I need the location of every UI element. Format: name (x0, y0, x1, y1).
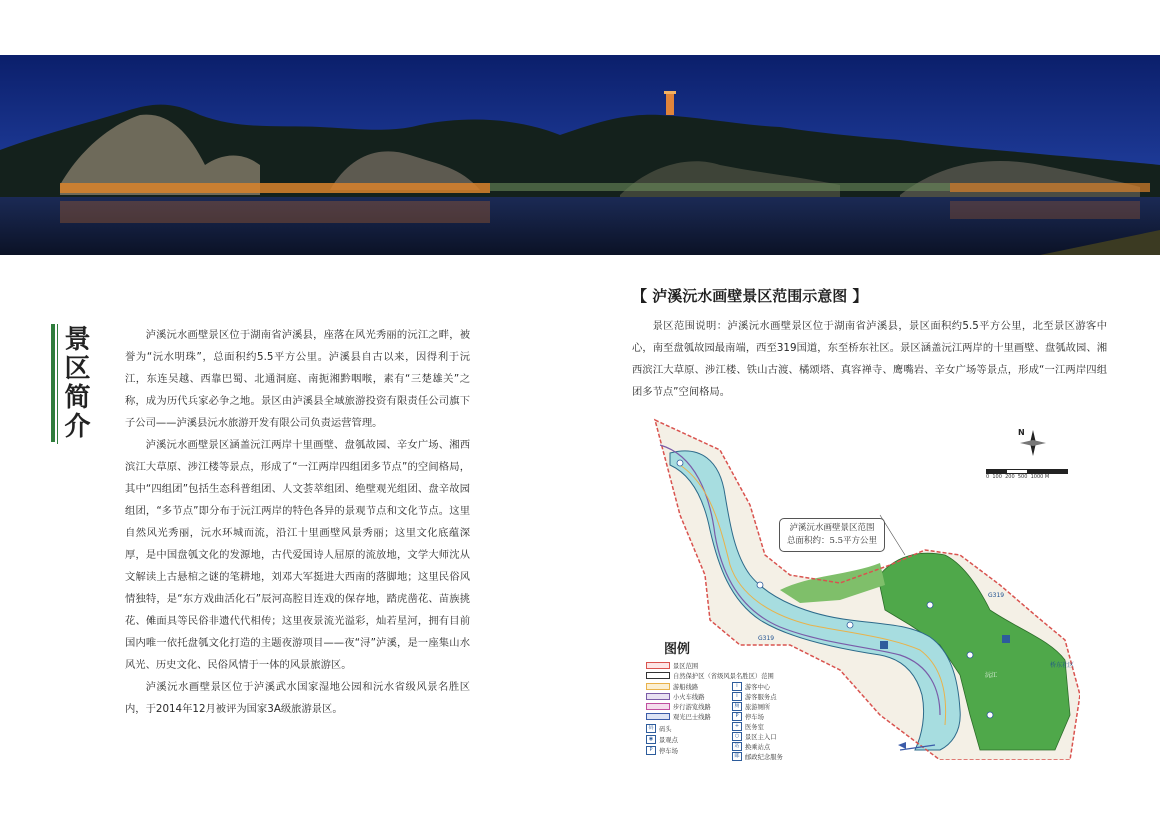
legend-label: 换乘站点 (745, 744, 771, 751)
legend-item (732, 682, 770, 691)
legend-label: 停车场 (745, 714, 764, 721)
legend-label: 医务室 (745, 724, 764, 731)
legend-item (732, 722, 764, 731)
legend-swatch (646, 683, 670, 690)
legend-label: 景观点 (659, 737, 678, 744)
legend-icon: + (732, 722, 742, 731)
map-description: 景区范围说明：泸溪沅水画壁景区位于湖南省泸溪县，景区面积约5.5平方公里，北至景区游客中心，南至盘瓠故园最南端，西至319国道，东至桥东社区。景区涵盖沅江两岸的十里画壁、盘瓠故园、湘西滨江大草原、涉江楼、铁山古渡、橘颂塔、真容禅寺、鹰嘴岩、辛女广场等景点，形成“一江两岸四组团多节点”空间格局。 (632, 320, 1107, 398)
intro-text (125, 324, 470, 720)
legend-item (646, 735, 678, 744)
map-label-g319: G319 (758, 635, 775, 642)
night-river-panorama (0, 55, 1160, 255)
title-accent-bar (51, 324, 55, 442)
title-char: 简 (64, 383, 91, 413)
legend-label: 游客中心 (745, 684, 771, 691)
legend-label: 邮政纪念服务 (745, 754, 783, 761)
intro-paragraph: 泸溪沅水画壁景区位于湖南省泸溪县，座落在风光秀丽的沅江之畔，被誉为“沅水明珠”，总面积约5.5平方公里。泸溪县自古以来，因得利于沅江，东连吴越、西靠巴蜀、北通洞庭、南扼湘黔咽喉，素有“三楚雄关”之称，成为历代兵家必争之地。景区由泸溪县全域旅游投资有限责任公司旗下子公司——泸溪县沅水旅游开发有限公司负责运营管理。 (125, 329, 470, 429)
legend-item (732, 742, 770, 751)
legend-swatch (646, 713, 670, 720)
callout-line: 总面积约：5.5平方公里 (786, 536, 878, 546)
legend-swatch (646, 703, 670, 710)
legend-icon: i (732, 692, 742, 701)
legend-label: 码头 (659, 726, 672, 733)
legend-item (646, 724, 672, 733)
scale-label: 100 (992, 474, 1002, 480)
legend-item (732, 732, 776, 741)
compass-rose-icon (1018, 428, 1048, 458)
legend-item (646, 702, 711, 711)
legend-item (732, 702, 770, 711)
compass-north-label: N (1018, 428, 1025, 437)
title-char: 介 (64, 412, 91, 442)
legend-item (646, 682, 698, 691)
map-label-yuanjiang: 沅江 (985, 672, 998, 679)
scale-bar (986, 469, 1068, 480)
scale-label: 500 (1017, 474, 1028, 480)
scale-label: 1000 M (1030, 474, 1050, 480)
legend-icon: 码 (646, 724, 656, 733)
legend-label: 自然保护区（省级风景名胜区）范围 (673, 673, 774, 680)
legend-item (646, 712, 711, 721)
legend-item (646, 671, 774, 680)
legend-item (732, 752, 783, 761)
legend-item (646, 746, 678, 755)
legend-item (646, 661, 698, 670)
legend-swatch (646, 672, 670, 679)
legend-icon: P (646, 746, 656, 755)
legend-icon: 厕 (732, 702, 742, 711)
title-char: 区 (64, 354, 91, 384)
legend-label: 游船线路 (673, 684, 699, 691)
legend-item (732, 692, 776, 701)
legend-label: 景区范围 (673, 663, 699, 670)
legend-label: 游客服务点 (745, 694, 777, 701)
legend-label: 观光巴士线路 (673, 714, 711, 721)
legend-label: 停车场 (659, 748, 678, 755)
map-label-qiaodong: 桥东社区 (1050, 662, 1075, 669)
intro-paragraph: 泸溪沅水画壁景区位于泸溪武水国家湿地公园和沅水省级风景名胜区内，于2014年12月被评为国家3A级旅游景区。 (125, 681, 470, 715)
legend-icon: ○ (732, 732, 742, 741)
legend-label: 景区主入口 (745, 734, 777, 741)
legend-icon: 站 (732, 742, 742, 751)
legend-icon: ◉ (646, 735, 656, 744)
scale-label: 200 (1005, 474, 1015, 480)
legend-icon: 邮 (732, 752, 742, 761)
legend-icon: i (732, 682, 742, 691)
area-callout (779, 518, 885, 552)
legend-item (646, 692, 704, 701)
hero-panorama (0, 55, 1160, 255)
intro-paragraph: 泸溪沅水画壁景区涵盖沅江两岸十里画壁、盘瓠故园、辛女广场、湘西滨江大草原、涉江楼等景点，形成了“一江两岸四组团多节点”的空间格局，其中“四组团”包括生态科普组团、人文荟萃组团、绝壁观光组团、盘辛故园组团，“多节点”即分布于沅江两岸的特色各异的景观节点和文化节点。这里自然风光秀丽，沅水环城而流，沿江十里画壁风景秀丽；这里文化底蕴深厚，是中国盘瓠文化的发源地，古代爱国诗人屈原的流放地，文学大师沈从文解读上古悬棺之谜的笔耕地，刘邓大军挺进大西南的落脚地；这里民俗风情独特，是“东方戏曲活化石”辰河高腔目连戏的保存地，踏虎凿花、苗族挑花、傩面具等民俗非遗代代相传；这里夜景流光溢彩，灿若星河，拥有目前国内唯一依托盘瓠文化打造的主题夜游项目——夜“浔”泸溪，是一座集山水风光、历史文化、民俗风情于一体的风景旅游区。 (125, 439, 470, 671)
legend-label: 小火车线路 (673, 694, 705, 701)
legend-swatch (646, 693, 670, 700)
legend-title: 图例 (664, 642, 691, 657)
section-title-vertical (57, 324, 91, 444)
legend-label: 旅游厕所 (745, 704, 771, 711)
map-title: 【 泸溪沅水画壁景区范围示意图 】 (632, 287, 868, 305)
legend-swatch (646, 662, 670, 669)
scale-label: 0 (986, 474, 990, 480)
legend-item (732, 712, 764, 721)
map-label-g319: G319 (988, 592, 1005, 599)
title-char: 景 (64, 325, 91, 355)
legend-label: 步行游览线路 (673, 704, 711, 711)
legend-icon: P (732, 712, 742, 721)
callout-line: 泸溪沅水画壁景区范围 (789, 523, 875, 533)
